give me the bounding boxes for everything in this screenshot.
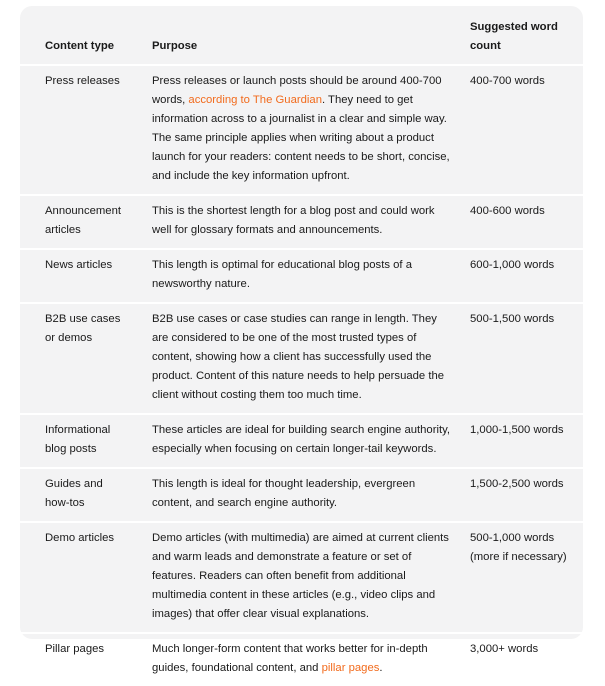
cell-purpose xyxy=(127,65,458,195)
table-row xyxy=(20,303,583,414)
purpose-text: . xyxy=(379,662,383,674)
cell-word-count: 600-1,000 words xyxy=(470,259,555,271)
cell-content-type: News articles xyxy=(45,259,113,271)
cell-content-type: B2B use cases or demos xyxy=(45,313,121,344)
cell-content-type: Pillar pages xyxy=(45,643,105,655)
cell-word-count: 1,000-1,500 words xyxy=(470,424,564,436)
cell-purpose: B2B use cases or case studies can range in length. They are considered to be one of the most trusted types of content, showing how a client has successfully used the product. Content of this nature needs to help persuade the client without costing them too much time. xyxy=(152,313,445,401)
table-row xyxy=(20,633,583,686)
content-length-table-card xyxy=(20,6,583,674)
guardian-link[interactable]: according to The Guardian xyxy=(188,94,322,106)
table-header-row xyxy=(20,6,583,65)
table-row xyxy=(20,195,583,249)
header-purpose: Purpose xyxy=(152,40,198,52)
purpose-text: Much longer-form content that works better for in-depth guides, foundational content, and xyxy=(152,643,428,674)
table-row xyxy=(20,249,583,303)
pillar-pages-link[interactable]: pillar pages xyxy=(321,662,380,674)
table-row xyxy=(20,522,583,633)
cell-word-count: 3,000+ words xyxy=(470,643,539,655)
table-row xyxy=(20,468,583,522)
cell-content-type: Guides and how-tos xyxy=(45,478,103,509)
cell-purpose: These articles are ideal for building search engine authority, especially when focusing on certain longer-tail keywords. xyxy=(152,424,451,455)
purpose-text: Press releases or launch posts should be around 400-700 words, xyxy=(152,75,442,106)
table-row xyxy=(20,414,583,468)
content-length-table xyxy=(20,6,583,686)
cell-content-type: Announcement articles xyxy=(45,205,121,236)
cell-content-type: Demo articles xyxy=(45,532,115,544)
cell-content-type: Press releases xyxy=(45,75,120,87)
cell-word-count: 400-600 words xyxy=(470,205,545,217)
purpose-text: . They need to get information across to a journalist in a clear and simple way. The same principle applies when writing about a product launch for your readers: content needs to be short, concise, and include the key information upfront. xyxy=(152,94,450,182)
cell-word-count: 500-1,500 words xyxy=(470,313,555,325)
header-content-type: Content type xyxy=(45,40,115,52)
header-word-count: Suggested word count xyxy=(470,21,558,52)
cell-purpose: Demo articles (with multimedia) are aimed at current clients and warm leads and demonstrate a feature or set of features. Readers can often benefit from additional multimedia content in these articles (e.g., video clips and images) that offer clear visual explanations. xyxy=(152,532,449,620)
table-row xyxy=(20,65,583,195)
cell-purpose: This is the shortest length for a blog post and could work well for glossary formats and announcements. xyxy=(152,205,435,236)
cell-word-count: 1,500-2,500 words xyxy=(470,478,564,490)
cell-purpose: This length is ideal for thought leadership, evergreen content, and search engine authority. xyxy=(152,478,416,509)
cell-content-type: Informational blog posts xyxy=(45,424,111,455)
cell-purpose xyxy=(127,633,458,686)
cell-word-count: 500-1,000 words (more if necessary) xyxy=(470,532,567,563)
cell-purpose: This length is optimal for educational blog posts of a newsworthy nature. xyxy=(152,259,412,290)
cell-word-count: 400-700 words xyxy=(470,75,545,87)
